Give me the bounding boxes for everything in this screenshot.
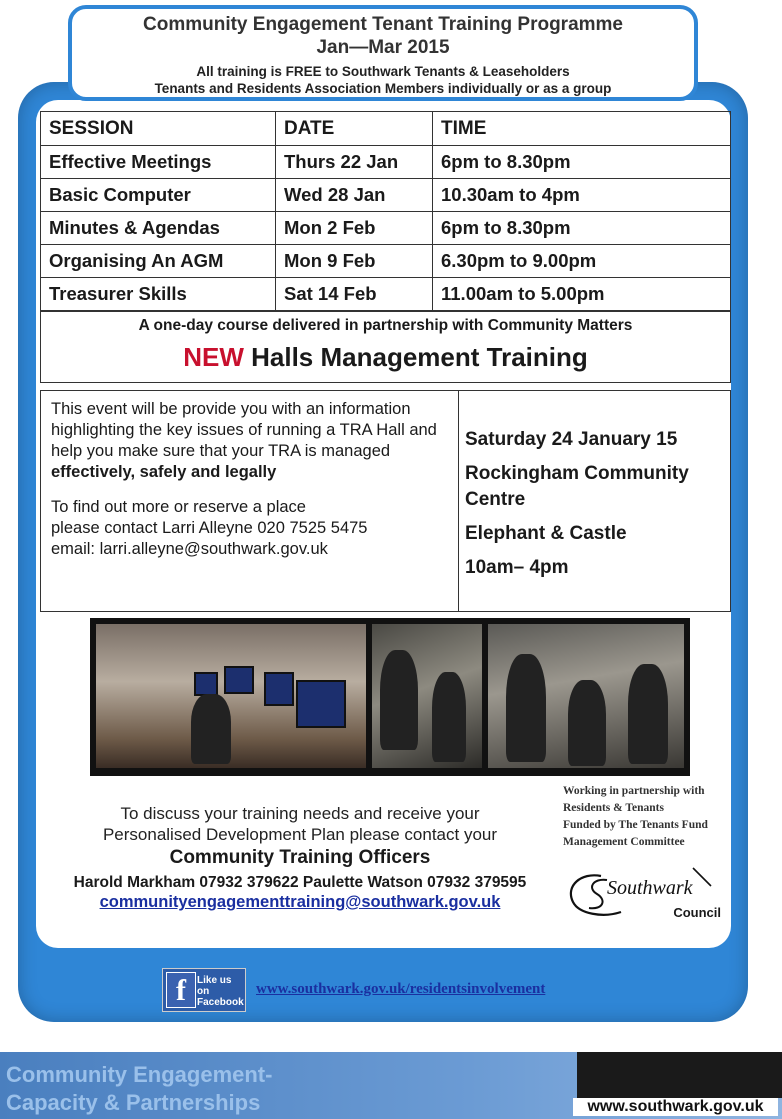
officers-phones: Harold Markham 07932 379622 Paulette Watson 07932 379595 (73, 874, 527, 891)
event-description (41, 391, 459, 611)
table-row (41, 146, 731, 179)
new-label: NEW (183, 342, 244, 372)
table-header-row (41, 112, 731, 146)
contact-line-2: Personalised Development Plan please contact your (102, 825, 498, 844)
group-photo-one (372, 624, 482, 768)
footer-line-2: Capacity & Partnerships (6, 1090, 261, 1115)
footer-bar (0, 1052, 782, 1119)
southwark-council-logo (563, 858, 733, 928)
facebook-badge[interactable] (162, 968, 246, 1012)
date-cell: Wed 28 Jan (276, 179, 433, 212)
desc-start: This event will be provide you with an information highlighting the key issues of running a TRA Hall and help you make sure that your TRA is managed (51, 400, 437, 460)
event-desc-text (51, 399, 448, 483)
computer-room-photo (96, 624, 366, 768)
partnership-line: A one-day course delivered in partnership with Community Matters (138, 317, 633, 334)
programme-title: Community Engagement Tenant Training Programme (143, 14, 623, 35)
halls-title-text: Halls Management Training (251, 342, 588, 372)
desc-bold: effectively, safely and legally (51, 463, 277, 481)
halls-title (41, 342, 730, 373)
event-venue: Rockingham Community Centre (465, 463, 689, 510)
funding-line: Management Committee (563, 836, 685, 848)
schedule-table (40, 111, 731, 311)
funding-line: Funded by The Tenants Fund (563, 819, 708, 831)
date-cell: Mon 9 Feb (276, 245, 433, 278)
session-cell: Treasurer Skills (41, 278, 276, 311)
table-row (41, 212, 731, 245)
contact-section (40, 803, 560, 912)
programme-period: Jan—Mar 2015 (316, 37, 450, 58)
partnership-box (40, 311, 731, 383)
event-details (461, 391, 731, 589)
session-cell: Basic Computer (41, 179, 276, 212)
training-email-link[interactable]: communityengagementtraining@southwark.gov.uk (99, 893, 501, 911)
email-line: email: larri.alleyne@southwark.gov.uk (51, 540, 328, 558)
photo-strip (90, 618, 690, 776)
header-date: DATE (276, 112, 433, 146)
date-cell: Mon 2 Feb (276, 212, 433, 245)
officers-heading: Community Training Officers (169, 847, 431, 868)
event-date: Saturday 24 January 15 (465, 429, 678, 450)
footer-url[interactable]: www.southwark.gov.uk (573, 1098, 778, 1116)
facebook-like-text: Like us on (197, 975, 232, 997)
logo-script-text: Southwark (607, 877, 693, 899)
date-cell: Thurs 22 Jan (276, 146, 433, 179)
table-row (41, 245, 731, 278)
header-box (68, 5, 698, 101)
funding-line: Working in partnership with (563, 785, 705, 797)
event-box (40, 390, 731, 612)
facebook-icon: f (166, 972, 196, 1008)
contact-line-1: To discuss your training needs and receive your (120, 804, 480, 823)
event-area: Elephant & Castle (465, 523, 627, 544)
header-time: TIME (433, 112, 731, 146)
table-row (41, 278, 731, 311)
footer-line-1: Community Engagement- (6, 1062, 273, 1087)
funding-line: Residents & Tenants (563, 802, 664, 814)
footer-dark-block (577, 1052, 782, 1098)
time-cell: 6.30pm to 9.00pm (433, 245, 731, 278)
group-photo-two (488, 624, 684, 768)
facebook-name-text: Facebook (197, 997, 244, 1008)
reserve-line: To find out more or reserve a place (51, 498, 306, 516)
residents-involvement-link[interactable]: www.southwark.gov.uk/residentsinvolvement (256, 981, 546, 997)
session-cell: Organising An AGM (41, 245, 276, 278)
header-session: SESSION (41, 112, 276, 146)
funding-notice (563, 783, 738, 851)
contact-phone-line: please contact Larri Alleyne 020 7525 5475 (51, 519, 368, 537)
date-cell: Sat 14 Feb (276, 278, 433, 311)
eligibility-notice: Tenants and Residents Association Members individually or as a group (154, 81, 612, 96)
table-row (41, 179, 731, 212)
free-notice: All training is FREE to Southwark Tenants & Leaseholders (196, 64, 570, 79)
session-cell: Effective Meetings (41, 146, 276, 179)
time-cell: 6pm to 8.30pm (433, 212, 731, 245)
council-label: Council (673, 905, 721, 920)
event-time: 10am– 4pm (465, 557, 569, 578)
time-cell: 10.30am to 4pm (433, 179, 731, 212)
time-cell: 11.00am to 5.00pm (433, 278, 731, 311)
session-cell: Minutes & Agendas (41, 212, 276, 245)
time-cell: 6pm to 8.30pm (433, 146, 731, 179)
